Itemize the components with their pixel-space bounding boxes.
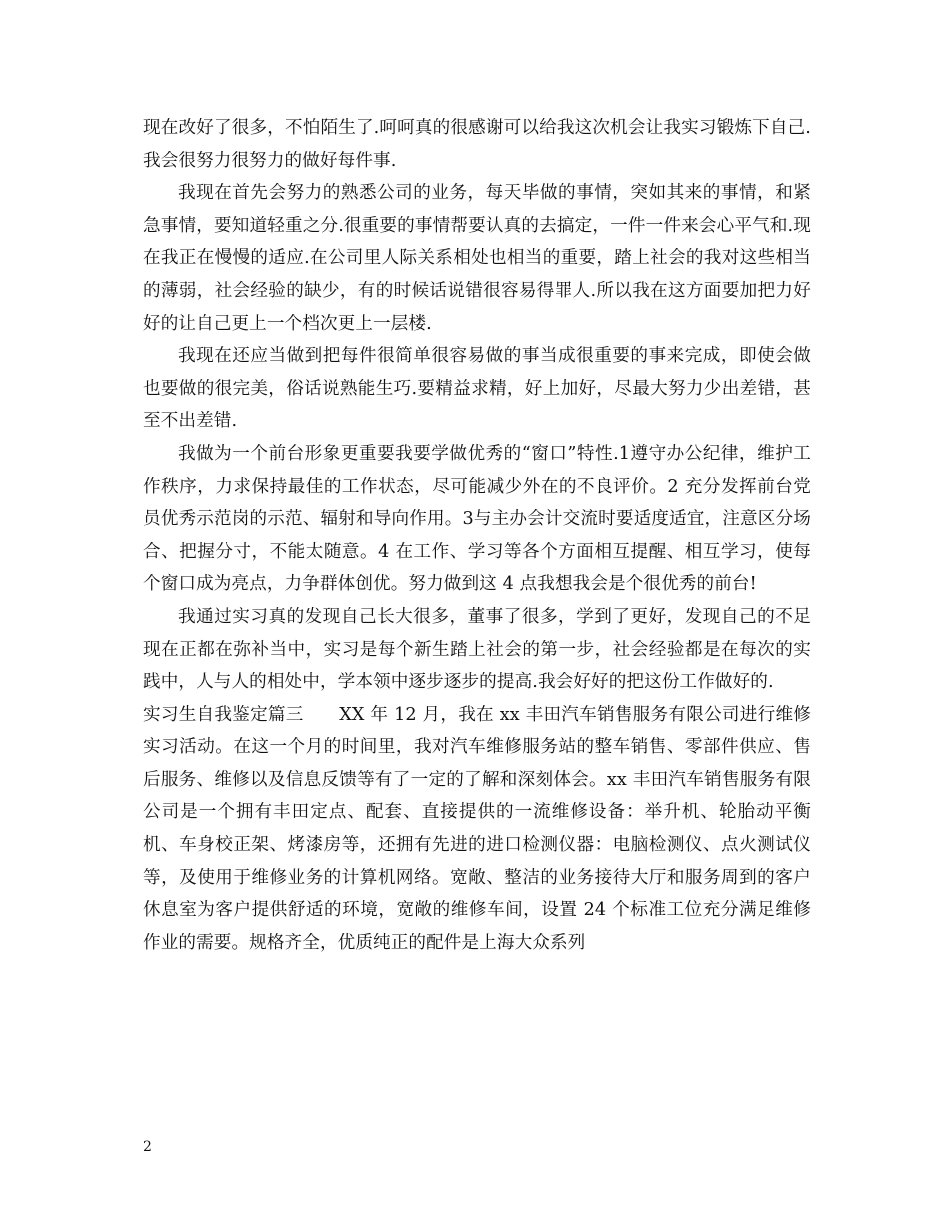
document-body [143,112,811,959]
paragraph-1: 现在改好了很多，不怕陌生了.呵呵真的很感谢可以给我这次机会让我实习锻炼下自己.我会很努力很努力的做好每件事. [143,118,811,171]
page-number: 2 [143,1139,152,1155]
paragraph-5: 我通过实习真的发现自己长大很多，董事了很多，学到了更好，发现自己的不足现在正都在弥补当中，实习是每个新生踏上社会的第一步，社会经验都是在每次的实践中，人与人的相处中，学本领中逐步逐步的提高.我会好好的把这份工作做好的. [143,606,811,693]
paragraph-2: 我现在首先会努力的熟悉公司的业务，每天毕做的事情，突如其来的事情，和紧急事情，要知道轻重之分.很重要的事情帮要认真的去搞定，一件一件来会心平气和.现在我正在慢慢的适应.在公司里人际关系相处也相当的重要，踏上社会的我对这些相当的薄弱，社会经验的缺少，有的时候话说错很容易得罪人.所以我在这方面要加把力好好的让自己更上一个档次更上一层楼. [143,183,811,334]
paragraph-6-section-start: 实习生自我鉴定篇三 XX 年 12 月，我在 xx 丰田汽车销售服务有限公司进行维修实习活动。在这一个月的时间里，我对汽车维修服务站的整车销售、零部件供应、售后服务、维修以及信息反馈等有了一定的了解和深刻体会。xx 丰田汽车销售服务有限公司是一个拥有丰田定点、配套、直接提供的一流维修设备：举升机、轮胎动平衡机、车身校正架、烤漆房等，还拥有先进的进口检测仪器：电脑检测仪、点火测试仪等，及使用于维修业务的计算机网络。宽敞、整洁的业务接待大厅和服务周到的客户休息室为客户提供舒适的环境，宽敞的维修车间，设置 24 个标准工位充分满足维修作业的需要。规格齐全，优质纯正的配件是上海大众系列 [143,704,811,953]
paragraph-4: 我做为一个前台形象更重要我要学做优秀的“窗口”特性.1遵守办公纪律，维护工作秩序，力求保持最佳的工作状态，尽可能减少外在的不良评价。2 充分发挥前台党员优秀示范岗的示范、辐射和导向作用。3与主办会计交流时要适度适宜，注意区分场合、把握分寸，不能太随意。4 在工作、学习等各个方面相互提醒、相互学习，使每个窗口成为亮点，力争群体创优。努力做到这 4 点我想我会是个很优秀的前台! [143,443,811,595]
paragraph-3: 我现在还应当做到把每件很简单很容易做的事当成很重要的事来完成，即使会做也要做的很完美，俗话说熟能生巧.要精益求精，好上加好，尽最大努力少出差错，甚至不出差错. [143,346,811,432]
